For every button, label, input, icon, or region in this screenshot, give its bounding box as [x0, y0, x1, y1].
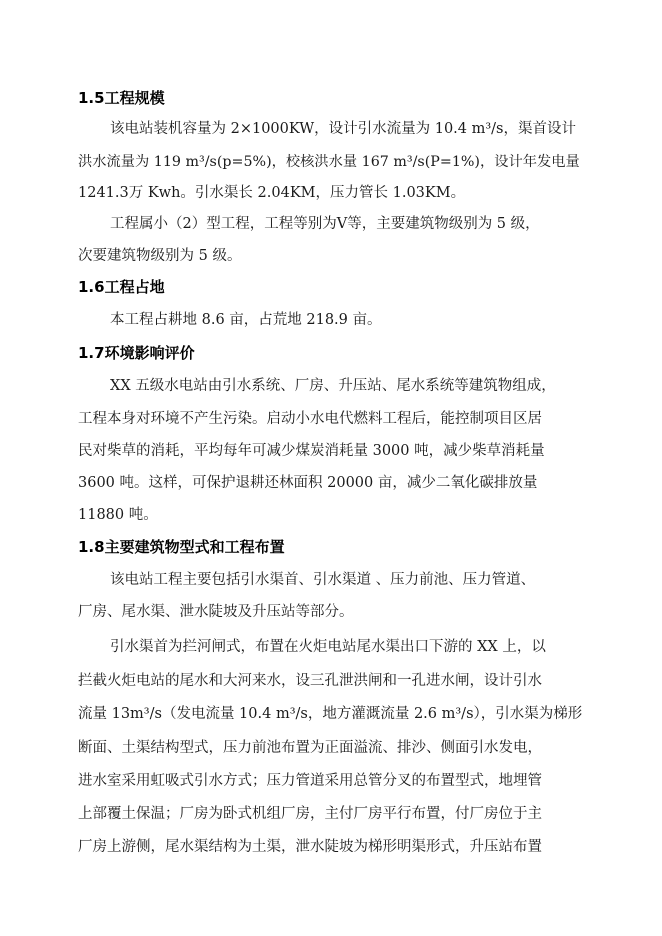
paragraph-line: 工程本身对环境不产生污染。启动小水电代燃料工程后，能控制项目区居 [78, 411, 542, 427]
paragraph-line: 洪水流量为 119 m³/s(p=5%)，校核洪水量 167 m³/s(P=1%)，设计年发电量 [78, 154, 580, 170]
paragraph-line: 民对柴草的消耗，平均每年可减少煤炭消耗量 3000 吨，减少柴草消耗量 [78, 443, 545, 459]
paragraph-line: 本工程占耕地 8.6 亩，占荒地 218.9 亩。 [110, 312, 382, 328]
paragraph-line: 11880 吨。 [78, 507, 158, 523]
paragraph-line: 该电站工程主要包括引水渠首、引水渠道 、压力前池、压力管道、 [110, 572, 536, 588]
paragraph-line: 流量 13m³/s（发电流量 10.4 m³/s，地方灌溉流量 2.6 m³/s），引水渠为梯形 [78, 706, 583, 722]
paragraph-line: 1241.3万 Kwh。引水渠长 2.04KM，压力管长 1.03KM。 [78, 185, 466, 201]
paragraph-line: 3600 吨。这样，可保护退耕还林面积 20000 亩，减少二氧化碳排放量 [78, 475, 538, 491]
paragraph-line: 工程属小（2）型工程，工程等别为Ⅴ等，主要建筑物级别为 5 级， [110, 216, 540, 232]
paragraph-line: 次要建筑物级别为 5 级。 [78, 248, 242, 264]
section-heading-1-6: 1.6工程占地 [78, 278, 165, 296]
paragraph-line: 厂房上游侧，尾水渠结构为土渠，泄水陡坡为梯形明渠形式，升压站布置 [78, 839, 542, 855]
paragraph-line: 上部覆土保温；厂房为卧式机组厂房，主付厂房平行布置，付厂房位于主 [78, 806, 542, 822]
paragraph-line: 厂房、尾水渠、泄水陡坡及升压站等部分。 [78, 604, 354, 620]
paragraph-line: 拦截火炬电站的尾水和大河来水，设三孔泄洪闸和一孔进水闸，设计引水 [78, 673, 542, 689]
section-heading-1-5: 1.5工程规模 [78, 89, 165, 107]
paragraph-line: 进水室采用虹吸式引水方式；压力管道采用总管分叉的布置型式，地埋管 [78, 773, 542, 789]
paragraph-line: XX 五级水电站由引水系统、厂房、升压站、尾水系统等建筑物组成， [110, 378, 556, 394]
paragraph-line: 断面、土渠结构型式，压力前池布置为正面溢流、排沙、侧面引水发电， [78, 740, 542, 756]
section-heading-1-7: 1.7环境影响评价 [78, 344, 195, 362]
paragraph-line: 该电站装机容量为 2×1000KW，设计引水流量为 10.4 m³/s，渠首设计 [110, 121, 576, 137]
section-heading-1-8: 1.8主要建筑物型式和工程布置 [78, 538, 285, 556]
paragraph-line: 引水渠首为拦河闸式，布置在火炬电站尾水渠出口下游的 XX 上，以 [110, 639, 546, 655]
